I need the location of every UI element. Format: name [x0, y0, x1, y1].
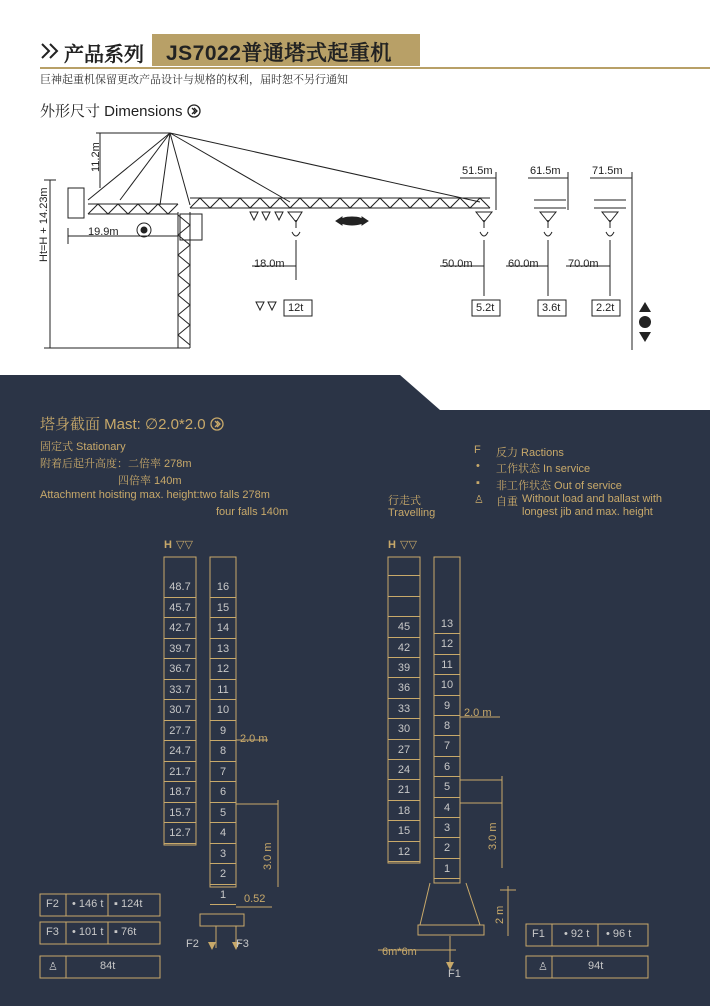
travelling-cn-label: 行走式	[388, 495, 421, 507]
travelling-en-label: Travelling	[388, 507, 436, 519]
load-label-1: 12t	[288, 302, 304, 314]
f2-out-service: ▪ 124t	[114, 898, 143, 910]
stationary-section-cell: 8	[210, 742, 236, 762]
radius-label-4: 70.0m	[568, 258, 599, 270]
stationary-h-header: H	[164, 539, 172, 551]
radius-label-3: 60.0m	[508, 258, 539, 270]
travelling-section-cell: 11	[434, 656, 460, 675]
stationary-section-cell: 14	[210, 619, 236, 639]
travelling-dim-2m-b: 2 m	[494, 905, 506, 924]
self-weight-icon: ♙	[538, 961, 548, 973]
self-weight-icon: ♙	[474, 494, 484, 506]
attach-height-en-1: Attachment hoisting max. height:two falls 278m	[40, 489, 270, 501]
f3-out-service: ▪ 76t	[114, 926, 137, 938]
stationary-section-cell: 9	[210, 722, 236, 742]
travelling-height-cell: 27	[388, 741, 420, 760]
stationary-height-cell: 27.7	[164, 722, 196, 742]
f1-in-service: • 92 t	[564, 928, 590, 940]
f3-in-service: • 101 t	[72, 926, 104, 938]
legend-self-en-1: Without load and ballast with	[522, 493, 663, 505]
travelling-h-header: H	[388, 539, 396, 551]
stationary-height-cell: 45.7	[164, 599, 196, 619]
disclaimer-text: 巨神起重机保留更改产品设计与规格的权利，届时恕不另行通知	[40, 74, 348, 86]
stationary-height-cell: 12.7	[164, 824, 196, 844]
travelling-section-cell: 2	[434, 839, 460, 858]
stationary-dim-2m: 2.0 m	[240, 733, 268, 745]
stationary-height-cell: 39.7	[164, 640, 196, 660]
legend-out-service: 非工作状态 Out of service	[496, 480, 622, 492]
attach-height-en-2: four falls 140m	[216, 506, 289, 518]
page-title: JS7022普通塔式起重机	[166, 42, 392, 65]
travelling-height-cell: 12	[388, 843, 420, 862]
stationary-section-cell: 6	[210, 783, 236, 803]
jib-length-3: 71.5m	[592, 165, 623, 177]
load-label-3: 3.6t	[542, 302, 561, 314]
travelling-section-cell: 7	[434, 737, 460, 756]
travelling-height-cell: 30	[388, 720, 420, 739]
travelling-height-cell	[388, 577, 420, 596]
dimensions-title-text: 外形尺寸 Dimensions	[40, 103, 183, 120]
bottom-f2-label: F2	[186, 938, 199, 950]
radius-label-1: 18.0m	[254, 258, 285, 270]
f1-label: F1	[532, 928, 545, 940]
stationary-label: 固定式 Stationary	[40, 441, 126, 453]
bullet-dot-icon: •	[476, 460, 480, 472]
counter-jib-label: 19.9m	[88, 226, 119, 238]
hook-falls-icon: ▽▽	[176, 539, 193, 551]
stationary-section-cell: 11	[210, 681, 236, 701]
radius-label-2: 50.0m	[442, 258, 473, 270]
travelling-section-cell: 1	[434, 860, 460, 879]
jib-length-1: 51.5m	[462, 165, 493, 177]
top-height-label: 11.2m	[90, 142, 102, 172]
travelling-section-cell: 4	[434, 799, 460, 818]
f2-arrow-icon	[208, 942, 216, 950]
f3-in-value: 101 t	[78, 926, 104, 938]
stationary-section-cell: 16	[210, 578, 236, 598]
stationary-section-cell: 13	[210, 640, 236, 660]
ht-dimension-label: Ht=H + 14.23m	[38, 187, 50, 262]
stationary-section-cell: 7	[210, 763, 236, 783]
bullet-square-icon: ▪	[476, 477, 480, 489]
travelling-height-cell: 24	[388, 761, 420, 780]
travelling-weight: 94t	[588, 960, 604, 972]
stationary-height-cell: 21.7	[164, 763, 196, 783]
stationary-section-cell: 15	[210, 599, 236, 619]
f2-label: F2	[46, 898, 59, 910]
stationary-section-cell: 5	[210, 804, 236, 824]
f3-label: F3	[46, 926, 59, 938]
load-label-4: 2.2t	[596, 302, 615, 314]
travelling-section-cell: 12	[434, 635, 460, 654]
series-label: 产品系列	[64, 44, 144, 66]
stationary-height-cell: 18.7	[164, 783, 196, 803]
stationary-section-cell: 3	[210, 845, 236, 865]
attach-height-cn-1: 附着后起升高度：二倍率 278m	[40, 458, 192, 470]
travelling-height-cell	[388, 598, 420, 617]
legend-in-service: 工作状态 In service	[496, 463, 591, 475]
stationary-height-cell: 15.7	[164, 804, 196, 824]
self-weight-icon: ♙	[48, 961, 58, 973]
stationary-section-cell: 12	[210, 660, 236, 680]
travelling-dim-2m: 2.0 m	[464, 707, 492, 719]
f2-in-value: 146 t	[78, 898, 104, 910]
f2-out-value: 124t	[120, 898, 143, 910]
travelling-section-cell: 5	[434, 778, 460, 797]
stationary-weight: 84t	[100, 960, 116, 972]
travelling-height-cell: 45	[388, 618, 420, 637]
travelling-height-cell: 42	[388, 639, 420, 658]
stationary-dim-3m: 3.0 m	[262, 842, 274, 870]
legend-self-en-2: longest jib and max. height	[522, 506, 653, 518]
travelling-height-cell: 21	[388, 781, 420, 800]
travelling-height-cell	[388, 557, 420, 576]
stationary-dim-052: 0.52	[244, 893, 266, 905]
travelling-section-cell: 9	[434, 697, 460, 716]
legend-reactions: 反力 Ractions	[496, 447, 564, 459]
stationary-height-cell: 42.7	[164, 619, 196, 639]
bottom-f3-label: F3	[236, 938, 249, 950]
stationary-section-cell: 10	[210, 701, 236, 721]
hook-falls-icon: ▽▽	[400, 539, 417, 551]
load-label-2: 5.2t	[476, 302, 495, 314]
travelling-section-cell: 10	[434, 676, 460, 695]
stationary-height-cell: 36.7	[164, 660, 196, 680]
stationary-height-cell: 33.7	[164, 681, 196, 701]
stationary-height-cell: 30.7	[164, 701, 196, 721]
travelling-height-cell: 36	[388, 679, 420, 698]
stationary-height-cell: 48.7	[164, 578, 196, 598]
travelling-height-cell: 39	[388, 659, 420, 678]
travelling-section-cell: 6	[434, 758, 460, 777]
travelling-section-cell: 3	[434, 819, 460, 838]
travelling-height-cell: 15	[388, 822, 420, 841]
travelling-dim-3m: 3.0 m	[487, 822, 499, 850]
stationary-section-cell: 1	[210, 886, 236, 906]
f2-in-service: • 146 t	[72, 898, 104, 910]
attach-height-cn-2: 四倍率 140m	[118, 475, 182, 487]
f1-in-value: 92 t	[570, 928, 590, 940]
legend-f-label: F	[474, 444, 481, 456]
mast-title-text: 塔身截面 Mast: ∅2.0*2.0	[40, 416, 206, 433]
stationary-section-cell: 4	[210, 824, 236, 844]
bottom-f1-label: F1	[448, 968, 461, 980]
legend-self-cn: 自重	[496, 496, 518, 508]
travelling-section-cell: 8	[434, 717, 460, 736]
travelling-section-cell: 13	[434, 615, 460, 634]
jib-length-2: 61.5m	[530, 165, 561, 177]
travelling-base-dim: 6m*6m	[382, 946, 417, 958]
f3-out-value: 76t	[120, 926, 137, 938]
stationary-section-cell: 2	[210, 865, 236, 885]
f1-out-service: • 96 t	[606, 928, 632, 940]
travelling-height-cell: 33	[388, 700, 420, 719]
travelling-height-cell: 18	[388, 802, 420, 821]
stationary-height-cell: 24.7	[164, 742, 196, 762]
f1-out-value: 96 t	[612, 928, 632, 940]
